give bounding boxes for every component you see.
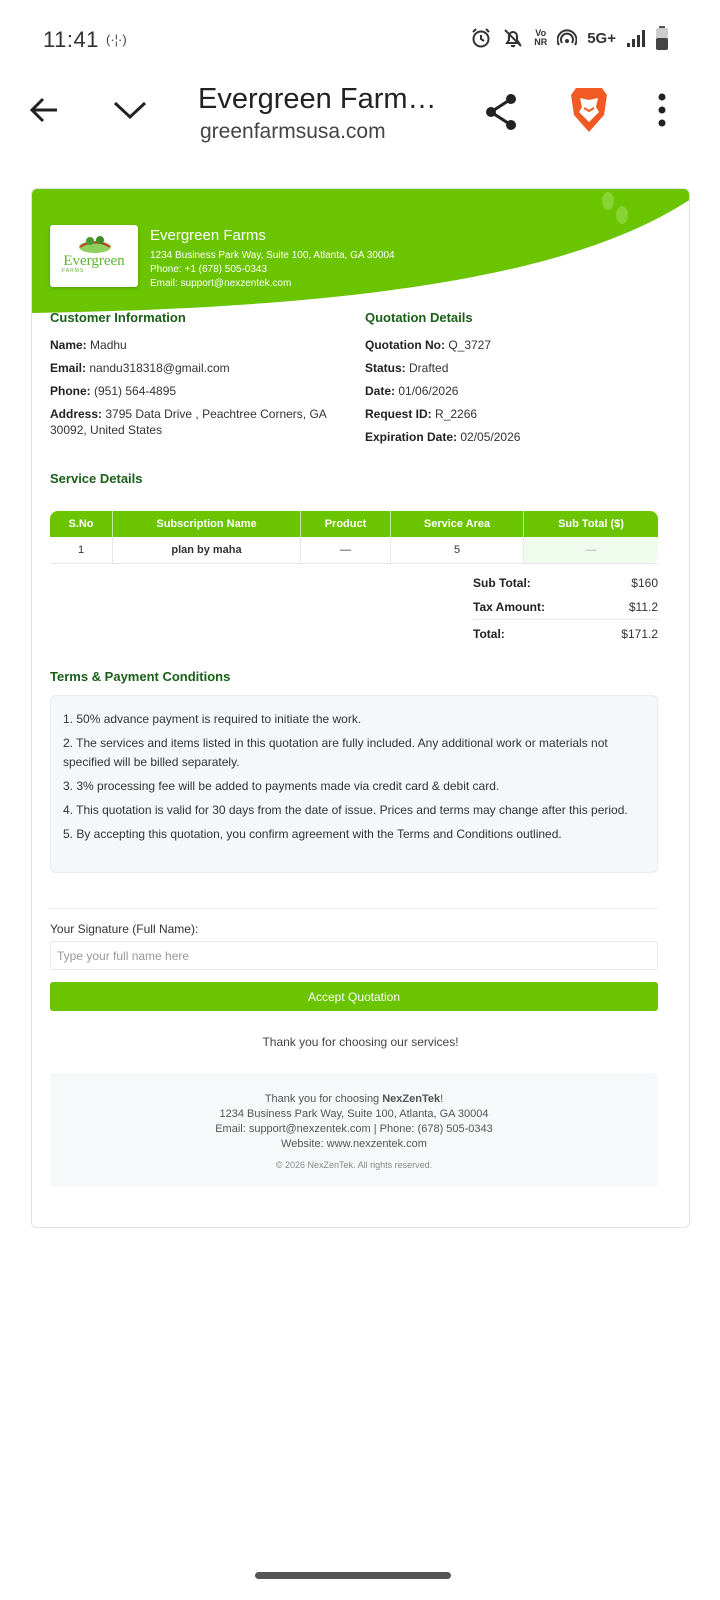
footer-brand: NexZenTek — [382, 1093, 441, 1105]
company-email: Email: support@nexzentek.com — [150, 278, 292, 289]
customer-info-heading: Customer Information — [50, 310, 186, 325]
company-phone: Phone: +1 (678) 505-0343 — [150, 264, 268, 275]
quotation-status: Status: Drafted — [365, 361, 449, 375]
status-bar — [0, 0, 720, 80]
customer-email: Email: nandu318318@gmail.com — [50, 361, 230, 375]
terms-item: 5. By accepting this quotation, you confirm agreement with the Terms and Conditions outlined. — [63, 827, 562, 841]
footer-contact: Email: support@nexzentek.com | Phone: (678) 505-0343 — [215, 1123, 493, 1135]
footer — [50, 1073, 658, 1187]
alarm-icon — [470, 27, 492, 49]
footer-thanks: Thank you for choosing NexZenTek! — [264, 1093, 444, 1105]
battery-icon — [656, 26, 668, 50]
page-title[interactable]: Evergreen Farm… — [198, 83, 437, 115]
quotation-number: Quotation No: Q_3727 — [365, 338, 492, 352]
share-button[interactable] — [479, 90, 523, 134]
quotation-details-heading: Quotation Details — [365, 310, 473, 325]
farm-landscape-icon — [78, 235, 112, 253]
company-address: 1234 Business Park Way, Suite 100, Atlanta, GA 30004 — [150, 250, 395, 261]
chevron-down-icon — [112, 98, 148, 122]
company-name: Evergreen Farms — [150, 227, 266, 244]
table-cell: 1 — [50, 537, 113, 563]
share-icon — [483, 92, 519, 132]
accept-quotation-button[interactable]: Accept Quotation — [50, 982, 658, 1011]
column-header: Subscription Name — [113, 511, 301, 537]
terms-item: 1. 50% advance payment is required to initiate the work. — [63, 712, 362, 726]
footer-address: 1234 Business Park Way, Suite 100, Atlanta, GA 30004 — [219, 1108, 489, 1120]
quotation-card — [31, 188, 690, 1228]
network-type: 5G+ — [587, 29, 616, 47]
collapse-button[interactable] — [108, 88, 152, 132]
more-vert-icon — [657, 93, 667, 127]
table-header — [50, 511, 658, 537]
brave-shields-button[interactable] — [565, 86, 613, 134]
browser-toolbar — [0, 80, 720, 150]
service-details-heading: Service Details — [50, 471, 143, 486]
hotspot-icon — [557, 28, 577, 48]
terms-item: 4. This quotation is valid for 30 days from the date of issue. Prices and terms may change after this period. — [63, 803, 628, 817]
terms-item: 2. The services and items listed in this quotation are fully included. Any additional work or materials not specified will be billed separately. — [63, 736, 608, 769]
more-options-button[interactable] — [640, 88, 684, 132]
table-cell: 5 — [391, 537, 524, 563]
logo-subtext: FARMS — [62, 268, 85, 274]
request-id: Request ID: R_2266 — [365, 407, 478, 421]
column-header: Service Area — [391, 511, 524, 537]
column-header: S.No — [50, 511, 113, 537]
signature-input[interactable] — [50, 941, 658, 970]
customer-phone: Phone: (951) 564-4895 — [50, 384, 177, 398]
table-cell: — — [524, 537, 658, 563]
table-row — [50, 537, 658, 564]
thank-you-message: Thank you for choosing our services! — [262, 1035, 459, 1049]
brave-lion-icon — [568, 86, 610, 134]
terms-item: 3. 3% processing fee will be added to payments made via credit card & debit card. — [63, 779, 500, 793]
totals-section — [473, 571, 658, 648]
customer-address: Address: 3795 Data Drive , Peachtree Corners, GA 30092, United States — [50, 407, 327, 437]
status-icons — [470, 26, 668, 50]
tax-row: Tax Amount: $11.2 — [473, 594, 658, 620]
signature-label: Your Signature (Full Name): — [50, 922, 199, 936]
service-table — [50, 511, 658, 564]
total-row: Total: $171.2 — [473, 627, 658, 641]
subtotal-row: Sub Total: $160 — [473, 575, 658, 590]
column-header: Sub Total ($) — [558, 518, 624, 530]
column-header: Product — [301, 511, 391, 537]
cast-indicator: (·¦·) — [106, 32, 127, 47]
terms-heading: Terms & Payment Conditions — [50, 669, 231, 684]
expiration-date: Expiration Date: 02/05/2026 — [365, 430, 521, 444]
terms-box — [50, 695, 658, 873]
company-details — [150, 227, 395, 291]
logo-text: Evergreen — [63, 253, 125, 269]
volte-indicator: Vo NR — [534, 28, 548, 47]
footer-copyright: © 2026 NexZenTek. All rights reserved. — [275, 1160, 433, 1170]
company-logo — [50, 225, 138, 287]
footer-website: Website: www.nexzentek.com — [281, 1138, 427, 1150]
quotation-date: Date: 01/06/2026 — [365, 384, 459, 398]
home-indicator[interactable] — [255, 1572, 451, 1579]
signal-icon — [626, 28, 646, 48]
table-cell: — — [301, 537, 391, 563]
divider — [50, 908, 658, 909]
back-button[interactable] — [22, 88, 66, 132]
url-display[interactable]: greenfarmsusa.com — [200, 120, 386, 143]
table-cell: plan by maha — [113, 537, 301, 563]
clock: 11:41 — [43, 27, 99, 52]
bell-off-icon — [502, 27, 524, 49]
customer-name: Name: Madhu — [50, 338, 127, 352]
back-arrow-icon — [27, 93, 61, 127]
